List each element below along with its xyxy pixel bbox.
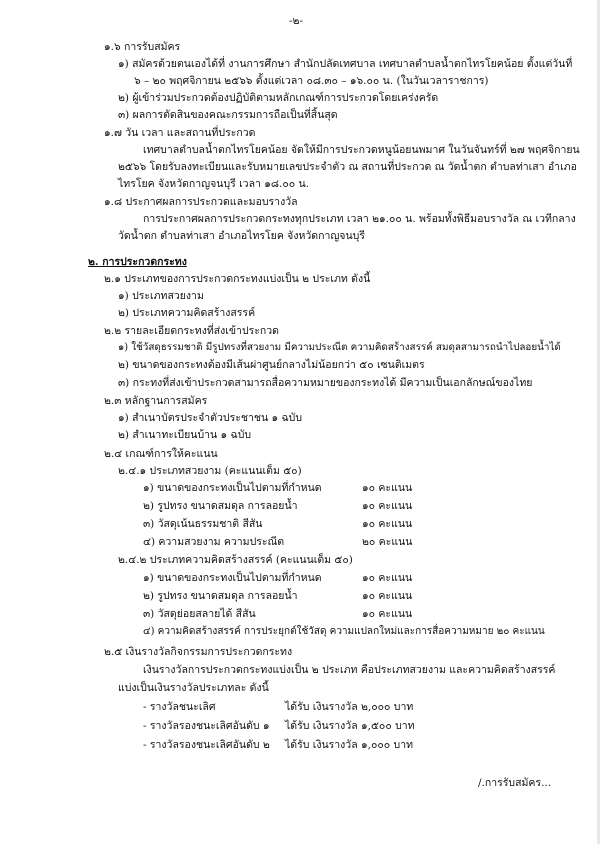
s241-row4-points: ๒๐ คะแนน [362, 536, 413, 548]
s241-heading: ๒.๔.๑ ประเภทสวยงาม (คะแนนเต็ม ๕๐) [118, 465, 302, 477]
s241-row2-points: ๑๐ คะแนน [362, 500, 413, 512]
s242-row3-points: ๑๐ คะแนน [362, 608, 413, 620]
section-2-heading: ๒. การประกวดกระทง [88, 256, 187, 268]
s21-item1: ๑) ประเภทสวยงาม [118, 290, 204, 302]
s241-row3-points: ๑๐ คะแนน [362, 518, 413, 530]
section-2-4-heading: ๒.๔ เกณฑ์การให้คะแนน [104, 448, 218, 460]
prize-2-name: - รางวัลรองชนะเลิศอันดับ ๑ [143, 720, 270, 732]
s242-row1-label: ๑) ขนาดของกระทงเป็นไปตามที่กำหนด [143, 572, 322, 584]
section-1-7-heading: ๑.๗ วัน เวลา และสถานที่ประกวด [104, 127, 256, 139]
s241-row1-points: ๑๐ คะแนน [362, 482, 413, 494]
prize-3-name: - รางวัลรองชนะเลิศอันดับ ๒ [143, 739, 270, 751]
s22-item1: ๑) ใช้วัสดุธรรมชาติ มีรูปทรงที่สวยงาม มีความประณีต ความคิดสร้างสรรค์ สมดุลสามารถนำไปลอยน้ำได้ [118, 342, 561, 353]
section-2-3-heading: ๒.๓ หลักฐานการสมัคร [104, 395, 208, 407]
s17-line3: ไทรโยค จังหวัดกาญจนบุรี เวลา ๑๘.๐๐ น. [118, 178, 310, 190]
s16-item2: ๒) ผู้เข้าร่วมประกวดต้องปฏิบัติตามหลักเกณฑ์การประกวดโดยเคร่งครัด [118, 92, 439, 104]
s242-row2-label: ๒) รูปทรง ขนาดสมดุล การลอยน้ำ [143, 590, 298, 602]
s16-item3: ๓) ผลการตัดสินของคณะกรรมการถือเป็นที่สิ้นสุด [118, 109, 338, 121]
s242-row4-label: ๔) ความคิดสร้างสรรค์ การประยุกต์ใช้วัสดุ ความแปลกใหม่และการสื่อความหมาย ๒๐ คะแนน [143, 626, 545, 637]
s242-row1-points: ๑๐ คะแนน [362, 572, 413, 584]
s18-line2: วัดน้ำตก ตำบลท่าเสา อำเภอไทรโยค จังหวัดกาญจนบุรี [118, 230, 365, 242]
page-number: -๒- [289, 15, 304, 27]
s25-line1: เงินรางวัลการประกวดกระทงแบ่งเป็น ๒ ประเภท คือประเภทสวยงาม และความคิดสร้างสรรค์ [143, 664, 556, 676]
s16-item1-line1: ๑) สมัครด้วยตนเองได้ที่ งานการศึกษา สำนักปลัดเทศบาล เทศบาลตำบลน้ำตกไทรโยคน้อย ตั้งแต่วันที่ [118, 58, 573, 70]
s22-item3: ๓) กระทงที่ส่งเข้าประกวดสามารถสื่อความหมายของกระทงได้ มีความเป็นเอกลักษณ์ของไทย [118, 377, 533, 389]
s23-item1: ๑) สำเนาบัตรประจำตัวประชาชน ๑ ฉบับ [118, 412, 302, 424]
s241-row3-label: ๓) วัสดุเน้นธรรมชาติ สีสัน [143, 518, 263, 530]
prize-1-name: - รางวัลชนะเลิศ [143, 701, 216, 713]
s241-row2-label: ๒) รูปทรง ขนาดสมดุล การลอยน้ำ [143, 500, 298, 512]
section-2-2-heading: ๒.๒ รายละเอียดกระทงที่ส่งเข้าประกวด [104, 325, 279, 337]
section-2-5-heading: ๒.๕ เงินรางวัลกิจกรรมการประกวดกระทง [104, 646, 293, 658]
s242-row3-label: ๓) วัสดุย่อยสลายได้ สีสัน [143, 608, 256, 620]
s241-row1-label: ๑) ขนาดของกระทงเป็นไปตามที่กำหนด [143, 482, 322, 494]
prize-1-amount: ได้รับ เงินรางวัล ๒,๐๐๐ บาท [285, 701, 414, 713]
prize-2-amount: ได้รับ เงินรางวัล ๑,๕๐๐ บาท [285, 720, 415, 732]
s23-item2: ๒) สำเนาทะเบียนบ้าน ๑ ฉบับ [118, 429, 252, 441]
prize-3-amount: ได้รับ เงินรางวัล ๑,๐๐๐ บาท [285, 739, 414, 751]
continuation-marker: /.การรับสมัคร... [478, 777, 552, 789]
s17-line1: เทศบาลตำบลน้ำตกไทรโยคน้อย จัดให้มีการประกวดหนูน้อยนพมาศ ในวันจันทร์ที่ ๒๗ พฤศจิกายน [143, 144, 580, 156]
s21-item2: ๒) ประเภทความคิดสร้างสรรค์ [118, 307, 256, 319]
s22-item2: ๒) ขนาดของกระทงต้องมีเส้นผ่าศูนย์กลางไม่น้อยกว่า ๕๐ เซนติเมตร [118, 359, 425, 371]
s242-row2-points: ๑๐ คะแนน [362, 590, 413, 602]
s25-line2: แบ่งเป็นเงินรางวัลประเภทละ ดังนี้ [118, 682, 269, 694]
section-1-8-heading: ๑.๘ ประกาศผลการประกวดและมอบรางวัล [104, 196, 298, 208]
s18-line1: การประกาศผลการประกวดกระทงทุกประเภท เวลา ๒๑.๐๐ น. พร้อมทั้งพิธีมอบรางวัล ณ เวทีกลาง [143, 213, 576, 225]
s241-row4-label: ๔) ความสวยงาม ความประณีต [143, 536, 285, 548]
s16-item1-line2: ๖ – ๒๐ พฤศจิกายน ๒๕๖๖ ตั้งแต่เวลา ๐๘.๓๐ – ๑๖.๐๐ น. (ในวันเวลาราชการ) [134, 75, 489, 87]
section-2-1-heading: ๒.๑ ประเภทของการประกวดกระทงแบ่งเป็น ๒ ประเภท ดังนี้ [104, 273, 371, 285]
s17-line2: ๒๕๖๖ โดยรับลงทะเบียนและรับหมายเลขประจำตัว ณ สถานที่ประกวด ณ วัดน้ำตก ตำบลท่าเสา อำเภอ [118, 161, 577, 173]
s242-heading: ๒.๔.๒ ประเภทความคิดสร้างสรรค์ (คะแนนเต็ม ๕๐) [118, 554, 353, 566]
section-1-6-heading: ๑.๖ การรับสมัคร [104, 41, 181, 53]
